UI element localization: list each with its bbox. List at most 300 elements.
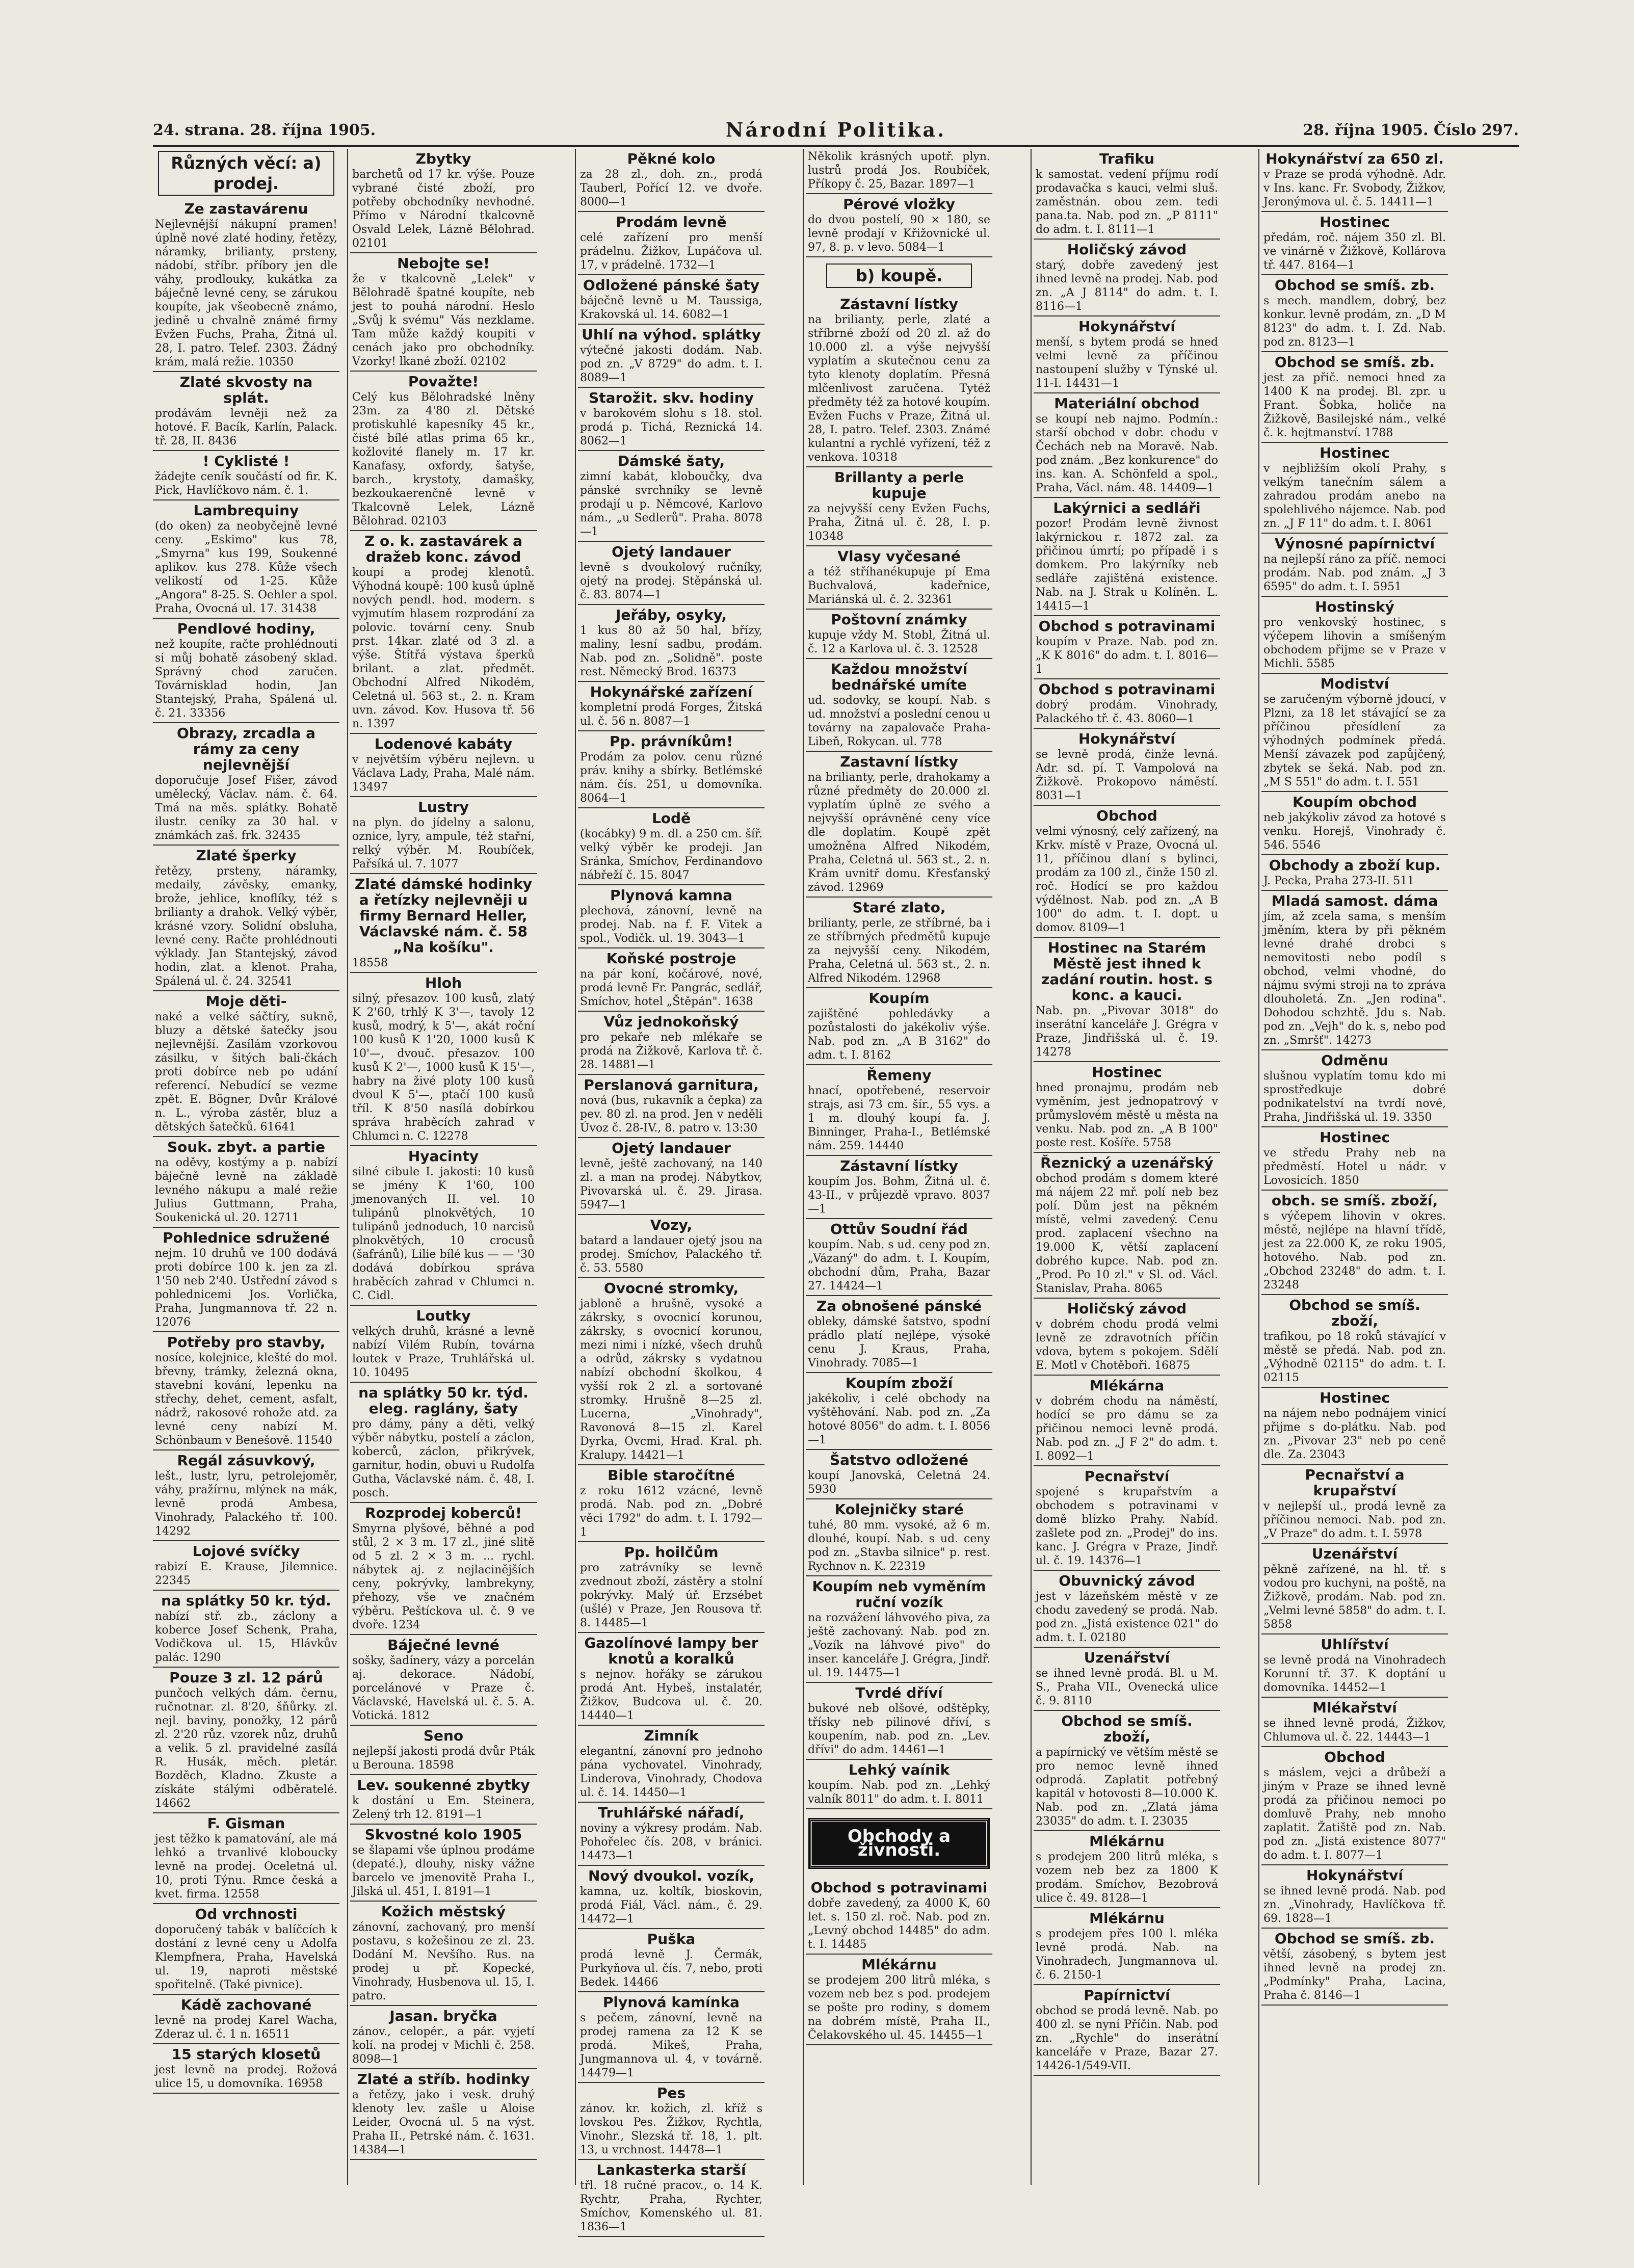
ad-body: velmi výnosný, celý zařízený, na Krkv. místě v Praze, Ovocná ul. 11, příčinou dlaní s bylinci, prodám za 100 zl., činže 150 zl. roč. Hodící se pro každou výdělnost. Nab. pod zn. „A B 100" do adm. t. I. dopt. u domov. 8109—1 [1036, 825, 1218, 934]
classified-ad [350, 1635, 537, 1726]
ad-headline: Pohlednice sdružené [163, 1229, 330, 1246]
ad-body: levně na prodej Karel Wacha, Zderaz ul. č. 1 n. 16511 [155, 2014, 337, 2041]
classified-ad [153, 1451, 339, 1541]
classified-ad [578, 388, 765, 451]
column-divider [1258, 149, 1259, 2185]
ad-headline: Mlékárnu [861, 1956, 937, 1973]
ad-headline: Hostinský [1315, 598, 1394, 615]
classified-ad [1034, 1571, 1220, 1648]
ad-headline: Zastavní lístky [840, 753, 958, 770]
classified-ad [153, 1332, 339, 1451]
ad-body: slušnou vyplatím tomu kdo mi sprostředkuje dobré podnikatelství na tvrdí nové, Praha, Jindřišská ul. 19. 3350 [1263, 1070, 1446, 1124]
ad-headline: Obchod [1096, 807, 1157, 824]
classified-ad [350, 1902, 537, 2006]
ad-headline: Zimník [644, 1727, 699, 1744]
ad-body: se ihned levně prodá, Žižkov, Chlumova ul. č. 22. 14443—1 [1263, 1717, 1446, 1744]
header-rule [153, 145, 1519, 147]
classified-ad [578, 451, 765, 542]
ad-body: koupí a prodej klenotů. Výhodná koupě: 100 kusů úplně nových pendl. hod. modern. s vyjmutím hlasem rozprodání za polovic. tovární ceny. Snub prst. 14kar. zlaté od 3 zl. a výše. Štítřá výstava šperků brilant. a zlat. předmět. Obchodní Alfred Nikodém, Celetná ul. 563 st., 2. n. Kram uvn. závod. Kov. Husova tř. 56 n. 1397 [352, 566, 535, 730]
classified-ad [1034, 938, 1220, 1062]
classified-ad [578, 1075, 765, 1138]
ad-body: a též stříhanékupuje pí Ema Buchvalová, kadeřnice, Mariánská ul. č. 2. 32361 [808, 566, 990, 606]
ad-headline: Potřeby pro stavby, [167, 1334, 326, 1351]
column-6 [1261, 149, 1448, 2185]
ad-body: v dobrém chodu prodá velmi levně ze zdravotních příčin vdova, bytem s pokojem. Sdělí E. Motl v Chotěboři. 16875 [1036, 1318, 1218, 1372]
ad-body: Prodám za polov. cenu různé práv. knihy a sbírky. Betlémské nám. čís. 251, u domovníka. 8064—1 [580, 751, 762, 805]
ad-headline: Holičský závod [1067, 241, 1187, 258]
ad-headline: Hokynářství [1306, 1867, 1404, 1884]
ad-headline: Hostinec [1092, 1064, 1162, 1080]
ad-body: na brilianty, perle, zlaté a stříbrné zboží od 20 zl. až do 10.000 zl. a výše nejvyšší vyplatím a skutečnou cenu za tyto klenoty doplatím. Přesná mlčenlivost zaručena. Tytéž předměty též za hotové koupím. Evžen Fuchs v Praze, Žitná ul. 28, I. patro. Telef. 2303. Známé kulantní a rychlé vyřízení, též z venkova. 10318 [808, 313, 990, 464]
ad-headline: Lakýrnici a sedláři [1053, 499, 1201, 516]
ad-body: brilianty, perle, ze stříbrné, ba i ze stříbrných předmětů kupuje za nejvyšší ceny. Nikodém, Praha, Celetná ul. 563 st., 2. n. Alfred Nikodém. 12968 [808, 917, 990, 985]
ad-headline: Obrazy, zrcadla a rámy za ceny nejlevnější [176, 725, 316, 773]
ad-headline: Truhlářské nářadí, [598, 1804, 745, 1821]
ad-headline: Zlaté šperky [196, 847, 297, 864]
classified-ad [153, 846, 339, 991]
ad-body: se ihned levně prodá. Bl. u M. S., Praha VII., Ovenecká ulice č. 9. 8110 [1036, 1667, 1218, 1707]
ad-body: sošky, šadínery, vázy a porcelán aj. dekorace. Nádobí, porcelánové v Praze č. Václavské, Havelská ul. č. 5. A. Votická. 1812 [352, 1654, 535, 1722]
ad-headline: Nový dvoukol. vozík, [588, 1867, 755, 1884]
ad-body: batard a landauer ojetý jsou na prodej. Smíchov, Palackého tř. č. 53. 5580 [580, 1234, 762, 1275]
classified-ad [806, 610, 992, 659]
classified-ad [1034, 1299, 1220, 1376]
classified-ad [350, 973, 537, 1146]
ad-headline: Lev. soukenné zbytky [357, 1777, 530, 1794]
ad-headline: Obchod s potravinami [810, 1879, 988, 1896]
classified-ad [153, 991, 339, 1137]
column-divider [575, 149, 576, 2185]
ad-headline: Regál zásuvkový, [177, 1452, 315, 1469]
ad-body: s pečem, zánovní, levně na prodej ramena za 12 K se prodá. Mikeš, Praha, Jungmannova ul. 4, v továrně. 14479—1 [580, 2012, 762, 2079]
section-banner: Obchody a živnosti. [810, 1819, 988, 1867]
ad-body: dobře zavedený, za 4000 K, 60 let. s. 150 zl. roč. Nab. pod zn. „Levný obchod 14485" do adm. t. I. 14485 [808, 1897, 990, 1951]
ad-body: zánov. kr. kožich, zl. kříž s lovskou Pes. Žižkov, Rychtla, Vinohr., Slezská tř. 18, 1. plt. 13, u vrchnost. 14478—1 [580, 2102, 762, 2156]
ad-body: se zaručeným výborně jdoucí, v Plzni, za 18 let stávající se za příčinou přesídlení za výhodných podmínek předá. Menší závazek pod zapůjčený, zbytek se šeká. Nab. pod zn. „M S 551" do adm. t. I. 551 [1263, 693, 1446, 788]
classified-ad [1261, 1929, 1448, 2006]
ad-body: koupím. Nab. pod zn. „Lehký valník 8011" do adm. t. I. 8011 [808, 1779, 990, 1806]
ad-headline: Papírnictví [1084, 1987, 1170, 2003]
classified-ad [350, 531, 537, 734]
ad-headline: Ovocné stromky, [603, 1280, 739, 1297]
classified-ad [350, 1775, 537, 1825]
ad-body: zánov., celopér., a pár. vyjetí kolí. na prodej v Michli č. 258. 8098—1 [352, 2025, 535, 2066]
classified-ad [806, 898, 992, 988]
classified-ad [153, 199, 339, 372]
classified-ad [806, 1499, 992, 1576]
classified-ad [806, 752, 992, 898]
ad-body: 1 kus 80 až 50 hal, břízy, maliny, lesní sadbu, prodám. Nab. pod zn. „Solidně". poste rest. Německý Brod. 16373 [580, 624, 762, 678]
ad-body: do dvou postelí, 90 × 180, se levně prodají v Křižovnické ul. 97, 8. p. v levo. 5084—1 [808, 214, 990, 254]
ad-headline: Staré zlato, [852, 899, 946, 916]
classified-ad [350, 734, 537, 797]
classified-ad [153, 1541, 339, 1591]
ad-body: k samostat. vedení příjmu rodí prodavačka s kauci, velmi sluš. zaměstnán. obou zem. tedi pana.ta. Nab. pod zn. „P 8111" do adm. t. I. 8111—1 [1036, 168, 1218, 236]
section-heading: Různých věcí: a) prodej. [158, 151, 334, 196]
classified-ad [350, 1825, 537, 1902]
ad-body: pro venkovský hostinec, s výčepem lihovin a smíšeným obchodem přijme se v Praze v Michli. 5585 [1263, 616, 1446, 670]
ad-body: se levně prodá, činže levná. Adr. sd. pí. T. Vampolová na Žižkově. Prokopovo náměstí. 8031—1 [1036, 748, 1218, 802]
ad-headline: Hokynářství za 650 zl. [1266, 150, 1444, 167]
classified-ad [350, 149, 537, 253]
classified-ad [578, 808, 765, 885]
ad-headline: Holičský závod [1067, 1300, 1187, 1317]
ad-body: k dostání u Em. Steinera, Zelený trh 12. 8191—1 [352, 1795, 535, 1821]
ad-body: z roku 1612 vzácné, levně prodá. Nab. pod zn. „Dobré věci 1792" do adm. t. I. 1792—1 [580, 1485, 762, 1539]
ad-body: pro pekaře neb mlékaře se prodá na Žižkově, Karlova tř. č. 28. 14881—1 [580, 1031, 762, 1071]
ad-headline: Dámské šaty, [617, 453, 725, 469]
ad-headline: Uzenářství [1311, 1545, 1398, 1562]
ad-headline: obch. se smíš. zboží, [1271, 1192, 1438, 1209]
ad-body: než koupíte, račte prohlédnouti si můj bohatě zásobený sklad. Správný chod zaručen. Továrnisklad hodin, Jan Stantejský, Praha, Spálená ul. č. 21. 33356 [155, 638, 337, 720]
classified-ad [350, 797, 537, 874]
classified-ad [1261, 597, 1448, 674]
ad-body: kupuje vždy M. Stobl, Žitná ul. č. 12 a Karlova ul. č. 3. 12528 [808, 629, 990, 655]
column-4 [806, 149, 992, 2185]
classified-ad [1261, 891, 1448, 1050]
classified-ad [1261, 1127, 1448, 1191]
ad-headline: Zástavní lístky [840, 1157, 958, 1174]
classified-ad [806, 1219, 992, 1296]
classified-ad [1261, 1191, 1448, 1295]
classified-ad [578, 1803, 765, 1866]
classified-ad [1261, 1634, 1448, 1698]
ad-body: na oděvy, kostýmy a p. nabízí báječně levně na základě levného nákupu a malé režie Julius Guttmann, Praha, Soukenická ul. 20. 12711 [155, 1156, 337, 1224]
ad-headline: Považte! [408, 373, 479, 390]
ad-headline: Hokynářství [1078, 730, 1176, 747]
classified-ad [1034, 149, 1220, 240]
ad-body: jest levně na prodej. Rožová ulice 15, u domovníka. 16958 [155, 2064, 337, 2090]
ad-headline: Hostinec na Starém Městě jest ihned k zadání routin. host. s konc. a kauci. [1041, 939, 1213, 1004]
ad-headline: Hokynářské zařízení [590, 683, 753, 700]
ad-headline: Lambrequiny [193, 502, 299, 519]
classified-ad [153, 451, 339, 500]
classified-ad [1034, 1985, 1220, 2076]
ad-headline: Plynová kamínka [602, 1994, 740, 2011]
ad-headline: ! Cyklisté ! [202, 453, 290, 469]
classified-ad [1261, 1388, 1448, 1465]
classified-ad [1261, 1747, 1448, 1865]
classified-ad [350, 874, 537, 973]
ad-body: v nejlepší ul., prodá levně za příčinou nemoci. Nab. pod zn. „V Praze" do adm. t. I. 5978 [1263, 1500, 1446, 1540]
ad-headline: Ojetý landauer [612, 1140, 731, 1156]
ad-body: silné cibule I. jakosti: 10 kusů se jmény K 1'60, 100 jmenovaných II. vel. 10 tulipánů plnokvětých, 10 tulipánů jednoduch, 10 narcisů plnokvětých, 10 crocusů (šafránů), Lilie bílé kus — — '30 dodává dobírkou správa hraběcích zahrad v Chlumci n. C. Cidl. [352, 1166, 535, 1302]
ad-headline: Koupím obchod [1292, 794, 1417, 810]
classified-ad [1034, 1831, 1220, 1908]
ad-headline: Koupím neb vyměním ruční vozík [812, 1578, 986, 1611]
ad-body: noviny a výkresy prodám. Nab. Pohořelec čís. 208, v bránici. 14473—1 [580, 1822, 762, 1862]
ad-headline: Mlékárnu [1089, 1833, 1165, 1850]
classified-ad [1034, 1466, 1220, 1571]
classified-ad [578, 885, 765, 948]
ad-headline: Rozprodej koberců! [365, 1505, 522, 1521]
ad-headline: Jasan. bryčka [389, 2008, 497, 2024]
ad-body: celé zařízení pro menší prádelnu. Žižkov, Lupáčova ul. 17, v prádelně. 1732—1 [580, 231, 762, 272]
ad-body: s máslem, vejci a drůbeží a jiným v Praze se ihned levně prodá za přičinou nemoci po domluvě Prahy, neb mnoho zaplatit. Žatiště pod zn. Nab. pod zn. „Jistá existence 8077" do adm. t. I. 8077—1 [1263, 1766, 1446, 1862]
ad-headline: Obchod se smíš. zboží, [1061, 1712, 1193, 1745]
classified-ad [806, 149, 992, 194]
ad-headline: Báječné levné [387, 1637, 499, 1653]
ad-body: koupím v Praze. Nab. pod zn. „K K 8016" do adm. t. I. 8016—1 [1036, 636, 1218, 676]
classified-ad [153, 372, 339, 451]
ad-headline: Tvrdé dříví [855, 1684, 943, 1701]
ad-body: naké a velké sáčtíry, sukně, bluzy a dětské šatečky jsou nejlevnější. Zasílám vzorkovou zásilku, v šitých bali-čkách proti dobírce neb po udání referencí. Nebudící se vezme zpět. E. Bögner, Dvůr Králové n. L., výroba zástěr, bluz a dětských šatečků. 61641 [155, 1011, 337, 1133]
ad-headline: Koupím zboží [845, 1375, 953, 1391]
column-5 [1034, 149, 1220, 2185]
ad-body: prodá levně J. Čermák, Purkyňova ul. čís. 7, nebo, proti Bedek. 14466 [580, 1948, 762, 1989]
ad-body: plechová, zánovní, levně na prodej. Nab. na f. F. Vitek a spol., Vodičk. ul. 19. 3043—1 [580, 905, 762, 945]
classified-ad [806, 1373, 992, 1450]
masthead-title: Národní Politika. [725, 118, 946, 141]
classified-ad [1034, 1376, 1220, 1466]
ad-headline: Uhlířství [1321, 1636, 1389, 1653]
ad-body: zimní kabát, kloboučky, dva pánské svrchníky se levně prodají u p. Němcové, Karlovo nám., „u Sedlerů". Praha. 8078—1 [580, 470, 762, 538]
classified-ad [1261, 1698, 1448, 1747]
ad-headline: Uzenářství [1084, 1649, 1170, 1666]
ad-body: na nejlepší ráno za příč. nemoci prodám. Nab. pod znám. „J 3 6595" do adm. t. I. 5951 [1263, 553, 1446, 593]
ad-body: se prodejem 200 litrů mléka, s vozem neb bez s pod. prodejem se pošte pro rodiny, s domem na dobrém místě, Praha II., Čelakovského ul. 45. 14455—1 [808, 1974, 990, 2042]
ad-headline: Mlékařství [1312, 1699, 1397, 1716]
classified-ad [806, 294, 992, 467]
ad-headline: Vlasy vyčesané [837, 548, 961, 565]
ad-headline: Bible staročítné [608, 1467, 735, 1484]
classified-ad [1261, 1050, 1448, 1127]
classified-ad [350, 1383, 537, 1503]
ad-body: dobrý prodám. Vinohrady, Palackého tř. č. 43. 8060—1 [1036, 699, 1218, 725]
ad-body: menší, s bytem prodá se hned velmi levně za příčinou nastoupení služby v Týnské ul. 11-I. 14431—1 [1036, 336, 1218, 390]
classified-ad [1034, 1711, 1220, 1831]
classified-ad [578, 1012, 765, 1075]
classified-ad [153, 2044, 339, 2094]
ad-headline: Gazolínové lampy ber knotů a koralků [584, 1634, 758, 1667]
ad-headline: Řemeny [866, 1067, 932, 1084]
ad-headline: Skvostné kolo 1905 [364, 1826, 522, 1843]
classified-ad [806, 988, 992, 1065]
ad-headline: Trafiku [1099, 150, 1155, 167]
classified-ad [578, 1542, 765, 1633]
ad-body: obleky, dámské šatstvo, spodní prádlo platí nejlépe, výsoké cenu J. Kraus, Praha, Vinohrady. 7085—1 [808, 1315, 990, 1369]
ad-body: nová (bus, rukavník a čepka) za pev. 80 zl. na prod. Jen v neděli Úvoz č. 28-IV., 8. patro v. 13:30 [580, 1094, 762, 1135]
classified-ad [1261, 352, 1448, 443]
ad-body: spojené s krupařstvím a obchodem s potravinami v domě blízko Prahy. Nabíd. zašlete pod zn. „Prodej" do ins. kanc. J. Grégra v Praze, Jindř. ul. č. 19. 14376—1 [1036, 1486, 1218, 1567]
ad-body: lešt., lustr, lyru, petrolejoměr, váhy, pražírnu, mlýnek na mák, levně prodá Ambesa, Vinohrady, Palackého tř. 100. 14292 [155, 1470, 337, 1538]
ad-body: nejm. 10 druhů ve 100 dodává proti dobírce 100 k. jen za zl. 1'50 neb 2'40. Ústřední závod s pohlednicemi Jos. Vorlička, Praha, Jungmannova tř. 22 n. 12076 [155, 1247, 337, 1329]
classified-ad [153, 1995, 339, 2044]
ad-body: na pár koní, kočárové, nové, prodá levně Fr. Pangrác, sedlář, Smíchov, hotel „Štěpán". 1638 [580, 968, 762, 1008]
classified-ad [350, 372, 537, 531]
ad-headline: Zástavní lístky [840, 296, 958, 312]
classified-ad [1261, 1865, 1448, 1929]
ad-headline: Puška [647, 1931, 696, 1947]
ad-body: s prodejem 200 litrů mléka, s vozem neb bez za 1800 K prodám. Smíchov, Bezobrová ulice č. 49. 8128—1 [1036, 1851, 1218, 1905]
ad-headline: Poštovní známky [831, 611, 967, 628]
ad-headline: Pp. právníkům! [610, 733, 733, 750]
ad-headline: Modiství [1320, 675, 1389, 692]
ad-body: s mech. mandlem, dobrý, bez konkur. levně prodám, zn. „D M 8123" do adm. t. I. Zd. Nab. pod zn. 8123—1 [1263, 295, 1446, 349]
classified-ad [578, 1138, 765, 1215]
ad-headline: Souk. zbyt. a partie [167, 1139, 326, 1155]
ad-headline: Obuvnický závod [1059, 1572, 1195, 1589]
ad-body: a řetězy, jako i vesk. druhý klenoty lev. zašle u Aloise Leider, Ovocná ul. 5 na výst. Praha II., Petrské nám. č. 1631. 14384—1 [352, 2089, 535, 2156]
ad-body: řetězy, prsteny, náramky, medaily, závěsky, emanky, brože, jehlice, knoflíky, též s brilianty a drahok. Velký výběr, krásné vzory. Solidní obsluha, levné ceny. Račte prohlédnouti výklady. Jan Stantejský, závod hodin, zlat. a klenot. Praha, Spálená ul. č. 24. 32541 [155, 865, 337, 988]
ad-body: se ihned levně prodá. Nab. pod zn. „Vinohrady, Havlíčkova tř. 69. 1828—1 [1263, 1885, 1446, 1925]
classified-ad [350, 1306, 537, 1383]
column-divider [803, 149, 804, 2185]
column-1 [153, 149, 339, 2185]
classified-ad [1034, 1153, 1220, 1299]
ad-headline: Pérové vložky [843, 196, 955, 213]
ad-headline: Pecnařství a krupařství [1305, 1466, 1405, 1499]
ad-headline: Prodám levně [616, 214, 727, 230]
classified-ad [806, 1760, 992, 1809]
ad-headline: Lodenové kabáty [374, 735, 513, 752]
ad-body: ve středu Prahy neb na předměstí. Hotel u nádr. v Lovosicích. 1850 [1263, 1147, 1446, 1187]
header-right: 28. října 1905. Číslo 297. [1303, 121, 1519, 139]
ad-body: pěkně zařízené, na hl. tř. s vodou pro kuchyni, na poště, na Žižkově, prodám. Nab. pod zn. „Velmi levné 5858" do adm. t. I. 5858 [1263, 1563, 1446, 1631]
ad-body: neb jakýkoliv závod za hotové s venku. Horejš, Vinohrady č. 546. 5546 [1263, 811, 1446, 852]
classified-ad [1261, 674, 1448, 792]
ad-body: s prodejem přes 100 l. mléka levně prodá. Nab. na Vinohradech, Jungmannova ul. č. 6. 2150-1 [1036, 1928, 1218, 1982]
ad-body: Smyrna plyšové, běhné a pod stůl, 2 × 3 m. 17 zl., jiné slitě od 5 zl. 2 × 3 m. ... rychl. nábytek aj. z nejlacinějších ceny, pokrývky, lambrekyny, přehozy, vše ve značném výběru. Peštíckova ul. č. 9 ve dvoře. 1234 [352, 1522, 535, 1631]
ad-headline: na splátky 50 kr. týd. [161, 1592, 331, 1609]
ad-headline: Kolejničky staré [834, 1501, 964, 1518]
ad-body: výtečné jakosti dodám. Nab. pod zn. „V 8729" do adm. t. I. 8089—1 [580, 344, 762, 384]
ad-body: v Praze se prodá výhodně. Adr. v Ins. kanc. Fr. Svobody, Žižkov, Jeronýmova ul. č. 5. 14411—1 [1263, 168, 1446, 208]
ad-body: pro zatrávníky se levně zvednout zboží, zástěry a stolní pokrývky. Malý úř. Erzsébet (ušlé) v Praze, Jen Rousova tř. 8. 14485—1 [580, 1562, 762, 1629]
classified-ad [1034, 240, 1220, 317]
ad-body: 18558 [352, 957, 388, 969]
ad-body: v barokovém slohu s 18. stol. prodá p. Tichá, Reznická 14. 8062—1 [580, 407, 762, 447]
classified-ad [578, 1278, 765, 1465]
ad-headline: Lehký vaínik [848, 1761, 950, 1778]
classified-ad [578, 682, 765, 731]
ad-body: elegantní, zánovní pro jednoho pána vychovatel. Vinohrady, Linderova, Vinohrady, Chodova ul. č. 14. 14450—1 [580, 1745, 762, 1799]
ad-body: obchod se prodá levně. Nab. po 400 zl. se nyní Příčin. Nab. pod zn. „Rychle" do inserátní kanceláře v Praze, Bazar 27. 14426-1/549-VII. [1036, 2005, 1218, 2072]
classified-ad [1034, 1648, 1220, 1711]
ad-body: (do oken) za neobyčejně levné ceny. „Eskimo" kus 78, „Smyrna" kus 199, Soukenné aplikov. kus 278. Kůže všech velikostí od 1-25. Kůže „Angora" 8-25. S. Oehler a spol. Praha, Ovocná ul. 17. 31438 [155, 520, 337, 615]
classified-ad [806, 1156, 992, 1219]
classified-ad [806, 659, 992, 752]
ad-headline: Obchody a zboží kup. [1269, 857, 1441, 874]
ad-headline: Z o. k. zastavárek a dražeb konc. závod [364, 533, 523, 565]
ad-headline: Hostinec [1320, 1389, 1390, 1406]
ad-body: báječně levně u M. Taussiga, Krakovská ul. 14. 6082—1 [580, 295, 762, 321]
classified-ad [350, 1146, 537, 1306]
ad-body: bukové neb olšové, odštěpky, třísky neb pilinové dříví, s koupením, nab. pod zn. „Lev. dřívi" do adm. 14461—1 [808, 1702, 990, 1756]
ad-body: větší, zásobený, s bytem jest ihned levně na prodej zn. „Podmínky" Praha, Lacina, Praha č. 8146—1 [1263, 1948, 1446, 2002]
ad-headline: Pendlové hodiny, [177, 620, 315, 637]
ad-body: doporučuje Josef Fišer, závod umělecký, Václav. nám. č. 64. Tmá na měs. splátky. Bohatě ilustr. ceníky za 30 hal. v známkách zaš. frk. 32435 [155, 774, 337, 842]
ad-headline: Starožit. skv. hodiny [589, 389, 754, 406]
ad-body: levně s dvoukolový ručníky, ojetý na prodej. Stěpánská ul. č. 83. 8074—1 [580, 561, 762, 601]
ad-body: (kocábky) 9 m. dl. a 250 cm. šíř. velký výběr ke prodeji. Jan Sránka, Smíchov, Ferdinandovo nábřeží č. 15. 8047 [580, 828, 762, 882]
ad-body: Několik krásných upotř. plyn. lustrů prodá Jos. Roubíček, Příkopy č. 25, Bazar. 1897—1 [808, 150, 990, 191]
classified-ad [153, 500, 339, 619]
ad-headline: Pěkné kolo [627, 150, 716, 167]
ad-body: punčoch velkých dám. černu, ručnotnar. zl. 8'20, šňůrky. zl. nejl. baviny, ponožky, 12 párů zl. 2'20 růz. vzorek nůz, druhů a velik. 5 zl. pravidelné zasílá R. Husák, měch. pletár. Bozděch, Kladno. Zkuste a získáte stálými odběratelé. 14662 [155, 1687, 337, 1810]
ad-headline: Obchod se smíš. zb. [1274, 277, 1435, 294]
classified-ad [153, 619, 339, 723]
classified-ad [578, 1215, 765, 1278]
ad-body: jakékoliv, i celé obchody na vyštěhování. Nab. pod zn. „Za hotové 8056" do adm. t. I. 8056—1 [808, 1392, 990, 1446]
ad-headline: Ojetý landauer [612, 543, 731, 560]
ad-headline: Hostinec [1320, 214, 1390, 230]
ad-headline: Moje děti- [205, 993, 287, 1010]
classified-ad [1261, 855, 1448, 891]
ad-headline: Za obnošené pánské [816, 1298, 982, 1314]
ad-body: silný, přesazov. 100 kusů, zlatý K 2'60, trhlý K 3'—, tavoly 12 kusů, modrý, k 5'—, akát roční 100 kusů K 1'20, 1000 kusů K 10'—, dvouč. přesazov. 100 kusů K 2'—, 1000 kusů K 15'—, habry na živé ploty 100 kusů dvoul K 5'—, ptačí 100 kusů tříl. K 8'50 nasílá dobírkou správa hraběcích zahrad v Chlumci n. C. 12278 [352, 992, 535, 1143]
ad-body: Celý kus Bělohradské lněny 23m. za 4'80 zl. Dětské protiskuhlé kapesníky 45 kr., čisté bílé atlas prima 65 kr., kožlovité flanely m. 17 kr. Kanafasy, oxfordy, šatyše, barch., krystoty, damašky, bezkoukaerenčně levně v Tkalcovně Lelek, Lázně Bělohrad. 02103 [352, 391, 535, 528]
ad-body: předám, roč. nájem 350 zl. Bl. ve vinárně v Žižkově, Kollárova tř. 447. 8164—1 [1263, 231, 1446, 272]
ad-body: prodávám levněji než za hotové. F. Bacík, Karlín, Palack. tř. 28, II. 8436 [155, 407, 337, 447]
classified-ad [1261, 1295, 1448, 1388]
classified-ad [1034, 729, 1220, 806]
ad-headline: Hostinec [1320, 444, 1390, 461]
ad-body: levně, ještě zachovaný, na 140 zl. a man na prodej. Nábytkov, Pivovarská ul. č. 29. Jirasa. 5947—1 [580, 1157, 762, 1211]
classified-ad [806, 546, 992, 610]
ad-headline: Seno [423, 1727, 464, 1744]
classified-ad [350, 1503, 537, 1635]
column-divider [347, 149, 348, 2185]
ad-body: jest těžko k pamatování, ale má lehkó a trvanlivé kloboucky levně na prodej. Oceletná ul. 10, proti Týnu. Rmce česká a kvet. firma. 12558 [155, 1833, 337, 1901]
ad-headline: Obchod se smíš. zb. [1274, 1930, 1435, 1947]
ad-headline: Lodě [651, 810, 691, 827]
ad-headline: Zlaté dámské hodinky a řetízky nejlevněji u firmy Bernard Heller, Václavské nám. č. 58 „Na košíku". [355, 876, 532, 956]
ad-headline: Kožich městský [381, 1903, 506, 1920]
ad-headline: F. Gisman [207, 1815, 285, 1832]
ad-headline: Zbytky [415, 150, 471, 167]
classified-ad [578, 1866, 765, 1929]
classified-ad [153, 1904, 339, 1995]
ad-body: v dobrém chodu na náměstí, hodící se pro dámu se za přičinou nemoci levně prodá. Nab. pod zn. „J F 2" do adm. t. I. 8092—1 [1036, 1395, 1218, 1463]
classified-ad [578, 2083, 765, 2160]
ad-body: se levně prodá na Vinohradech Korunní tř. 37. K doptání u domovníka. 14452—1 [1263, 1654, 1446, 1694]
classified-ad [350, 2069, 537, 2160]
ad-body: kompletní prodá Forges, Žitská ul. č. 56 n. 8087—1 [580, 701, 762, 728]
ad-body: nejlepší jakosti prodá dvůr Pták u Berouna. 18598 [352, 1745, 535, 1772]
ad-headline: Zlaté a stříb. hodinky [357, 2071, 530, 2088]
classified-ad [578, 325, 765, 388]
ad-headline: Pes [656, 2085, 686, 2101]
classified-ad [1034, 1908, 1220, 1985]
classified-ad [578, 149, 765, 212]
classified-ad [1261, 1544, 1448, 1634]
classified-ad [806, 1955, 992, 2045]
ad-body: rabizí E. Krause, Jilemnice. 22345 [155, 1561, 337, 1587]
classified-ad [1034, 616, 1220, 679]
classified-ad [578, 2160, 765, 2237]
ad-body: jest za přič. nemoci hned za 1400 K na prodej. Bl. zpr. u Frant. Šobka, holiče na Žižkově, Basilejské nám., velké č. k. hejtmanství. 1788 [1263, 372, 1446, 439]
ad-body: tuhé, 80 mm. vysoké, až 6 m. dlouhé, koupí. Nab. s ud. ceny pod zn. „Stavba silnice" p. rest. Rychnov n. K. 22319 [808, 1519, 990, 1573]
ad-body: v největším výběru nejlevn. u Václava Lady, Praha, Malé nám. 13497 [352, 753, 535, 794]
classified-ad [578, 948, 765, 1012]
ad-headline: Každou množství bednářské umíte [830, 661, 968, 693]
ad-headline: Pp. hoilčům [624, 1544, 719, 1561]
ad-body: koupím. Nab. s ud. ceny pod zn. „Vázaný" do adm. t. I. Koupím, obchodní dům, Praha, Bazar 27. 14424—1 [808, 1238, 990, 1293]
ad-headline: Šatstvo odložené [829, 1452, 969, 1468]
classified-ad [1034, 317, 1220, 393]
ad-headline: Vozy, [650, 1217, 693, 1233]
ad-headline: Hostinec [1320, 1129, 1390, 1146]
ad-headline: Hokynářství [1078, 318, 1176, 335]
ad-headline: Plynová kamna [610, 887, 732, 904]
classified-ad [1034, 1062, 1220, 1153]
ad-body: nosíce, kolejnice, klešté do mol. břevny, trámky, železná okna, stavební kování, lepenku na střechy, dehet, cement, asfalt, nádrž, rakosové rohože atd. za levné ceny nabízí M. Schönbaum v Benešově. 11540 [155, 1352, 337, 1447]
ad-body: J. Pecka, Praha 273-II. 511 [1263, 875, 1415, 887]
classified-ad [1034, 393, 1220, 498]
classified-ad [153, 1813, 339, 1904]
ad-headline: Zlaté skvosty na splát. [179, 374, 313, 406]
